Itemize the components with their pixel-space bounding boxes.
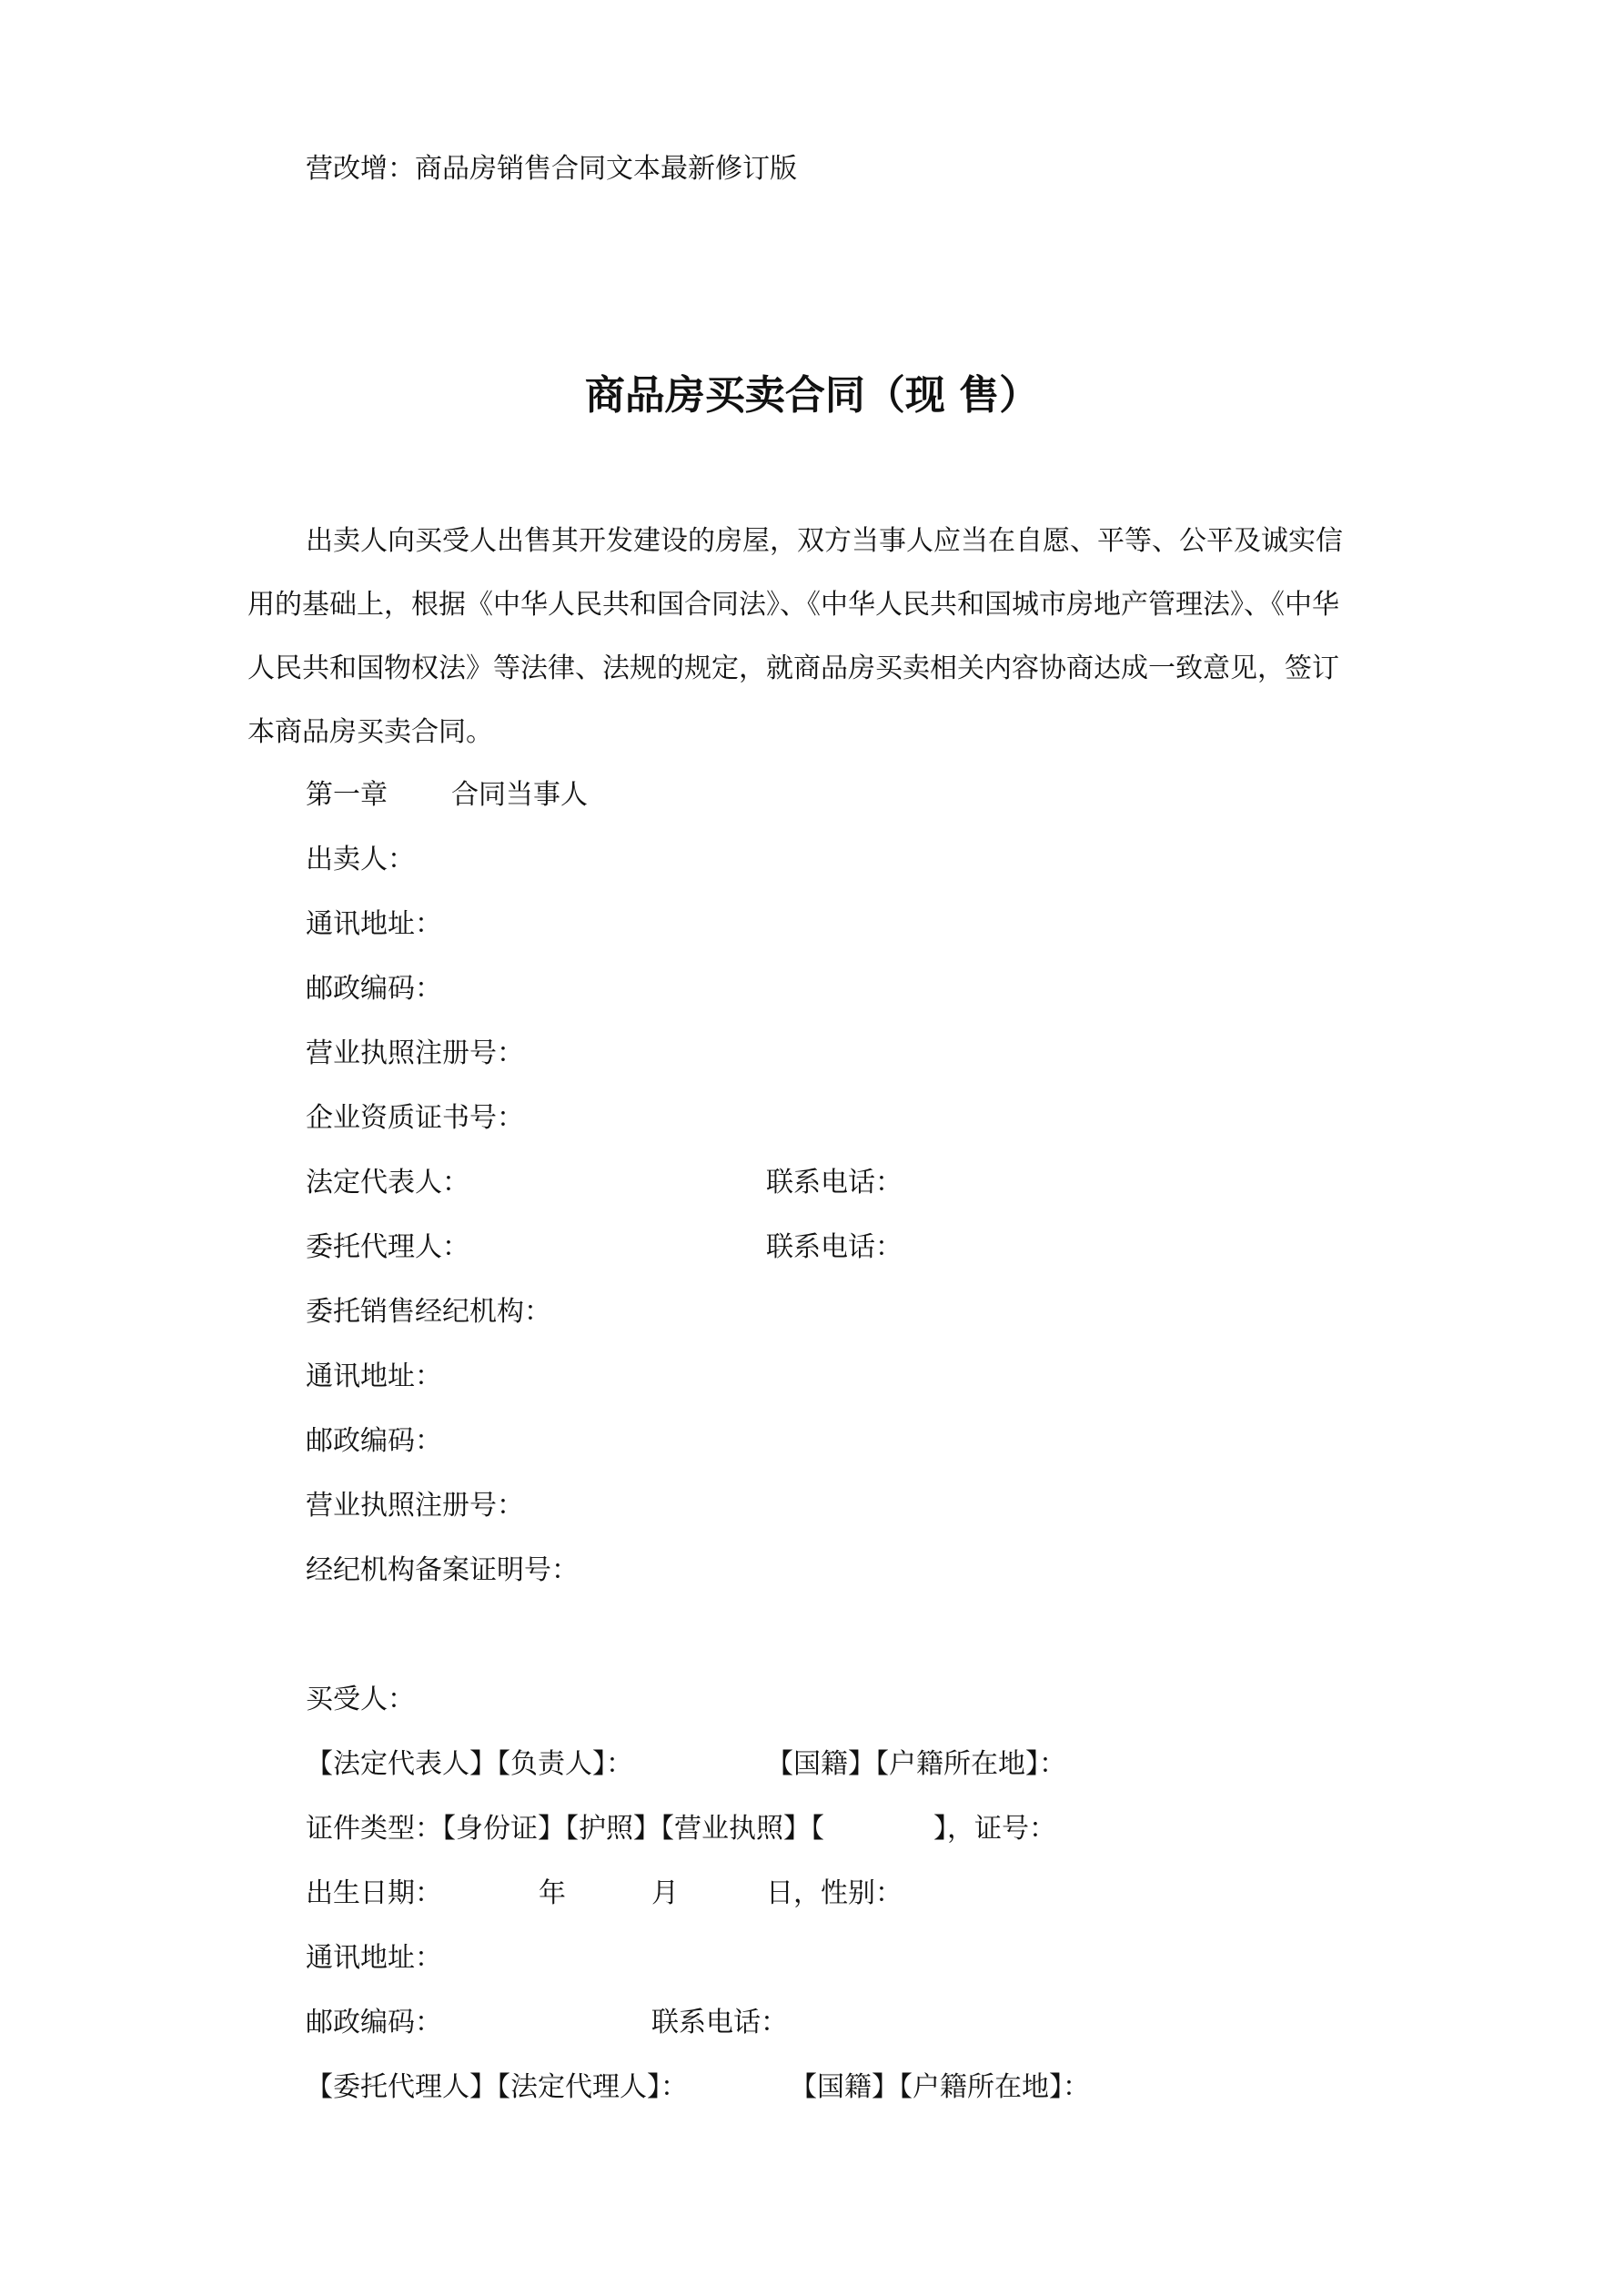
buyer-birth-row	[306, 1861, 1397, 1926]
seller-legal-rep-label: 法定代表人：	[306, 1167, 469, 1199]
seller-qualification-label: 企业资质证书号：	[306, 1102, 524, 1134]
seller-legal-rep-row	[306, 1150, 1397, 1215]
seller-license-label: 营业执照注册号：	[306, 1037, 524, 1069]
broker-address-label: 通讯地址：	[306, 1360, 442, 1392]
seller-postcode-row	[306, 956, 1397, 1021]
broker-record-row	[306, 1538, 1397, 1603]
broker-row	[306, 1279, 1397, 1344]
seller-license-row	[306, 1021, 1397, 1086]
buyer-birth-year-label: 年	[539, 1877, 566, 1909]
chapter-heading	[306, 763, 1397, 827]
broker-label: 委托销售经纪机构：	[306, 1296, 551, 1328]
seller-legal-rep-phone-label: 联系电话：	[766, 1167, 903, 1199]
intro-line: 用的基础上，根据《中华人民共和国合同法》、《中华人民共和国城市房地产管理法》、《中华	[247, 589, 1339, 621]
buyer-id-row	[306, 1796, 1397, 1861]
seller-row	[306, 827, 1397, 892]
buyer-rep-row	[306, 1732, 1397, 1796]
seller-postcode-label: 邮政编码：	[306, 973, 442, 1005]
intro-line: 本商品房买卖合同。	[247, 716, 493, 748]
document-title: 商品房买卖合同（现 售）	[584, 372, 1040, 419]
buyer-agent-nationality-label: 【国籍】【户籍所在地】：	[790, 2071, 1090, 2103]
broker-postcode-row	[306, 1409, 1397, 1473]
buyer-agent-label: 【委托代理人】【法定代理人】：	[306, 2071, 688, 2103]
parties-section	[306, 763, 1397, 2119]
buyer-row	[306, 1667, 1397, 1732]
buyer-id-number-label: 】，证号：	[933, 1813, 1056, 1845]
chapter-name: 合同当事人	[451, 779, 588, 811]
broker-license-label: 营业执照注册号：	[306, 1490, 524, 1522]
buyer-agent-row	[306, 2055, 1397, 2119]
seller-agent-label: 委托代理人：	[306, 1231, 469, 1263]
broker-license-row	[306, 1473, 1397, 1538]
seller-qualification-row	[306, 1086, 1397, 1150]
buyer-rep-label: 【法定代表人】【负责人】：	[306, 1748, 633, 1780]
chapter-number: 第一章	[306, 779, 388, 811]
intro-line: 人民共和国物权法》等法律、法规的规定，就商品房买卖相关内容协商达成一致意见，签订	[247, 652, 1339, 684]
seller-label: 出卖人：	[306, 844, 415, 875]
header-note: 营改增：商品房销售合同文本最新修订版	[306, 153, 797, 185]
buyer-address-row	[306, 1926, 1397, 1990]
buyer-postcode-row	[306, 1990, 1397, 2055]
buyer-rep-nationality-label: 【国籍】【户籍所在地】：	[766, 1748, 1066, 1780]
intro-line: 出卖人向买受人出售其开发建设的房屋，双方当事人应当在自愿、平等、公平及诚实信	[306, 525, 1343, 557]
seller-address-label: 通讯地址：	[306, 908, 442, 940]
broker-postcode-label: 邮政编码：	[306, 1425, 442, 1457]
buyer-postcode-label: 邮政编码：	[306, 2007, 442, 2038]
buyer-label: 买受人：	[306, 1684, 415, 1715]
seller-address-row	[306, 892, 1397, 956]
buyer-birth-label: 出生日期：	[306, 1877, 442, 1909]
intro-paragraph	[247, 510, 1394, 764]
section-spacer	[306, 1603, 1397, 1667]
buyer-id-type-label: 证件类型：【身份证】【护照】【营业执照】【	[306, 1813, 824, 1845]
buyer-address-label: 通讯地址：	[306, 1942, 442, 1974]
seller-agent-phone-label: 联系电话：	[766, 1231, 903, 1263]
buyer-phone-label: 联系电话：	[651, 2007, 788, 2038]
buyer-birth-day-gender-label: 日，性别：	[766, 1877, 903, 1909]
broker-record-label: 经纪机构备案证明号：	[306, 1554, 579, 1586]
broker-address-row	[306, 1344, 1397, 1409]
seller-agent-row	[306, 1215, 1397, 1279]
buyer-birth-month-label: 月	[651, 1877, 679, 1909]
